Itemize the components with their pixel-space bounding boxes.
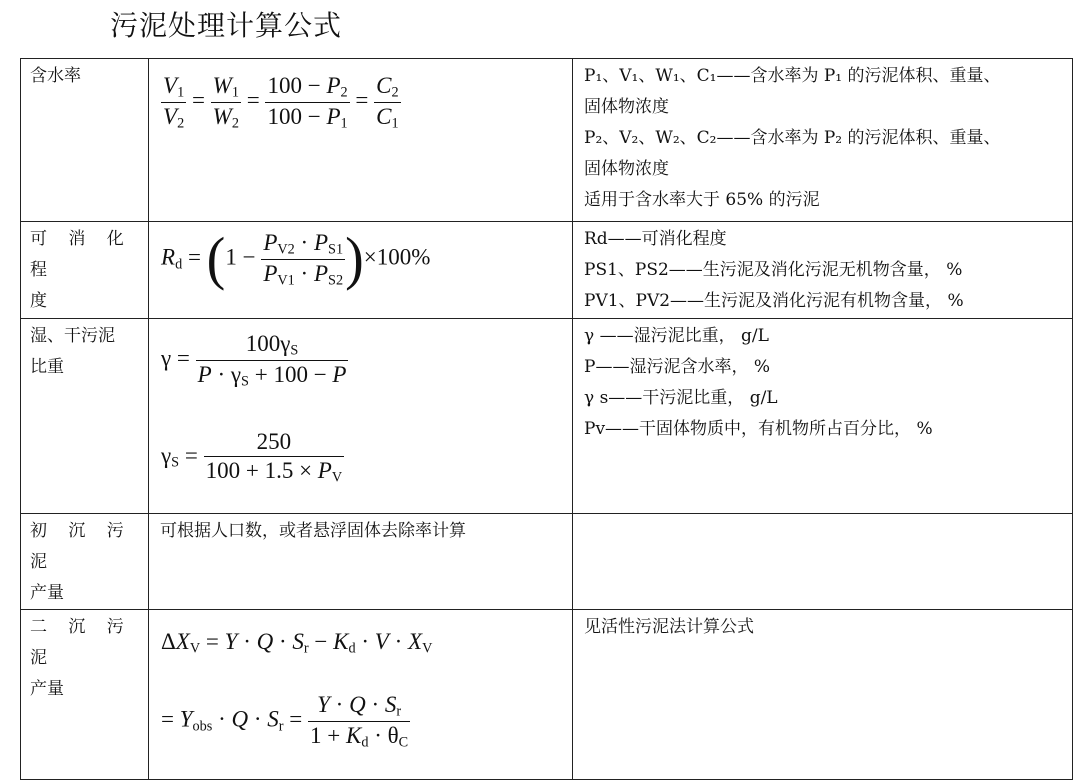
row-name <box>21 222 149 319</box>
desc-line: P₁、V₁、W₁、C₁——含水率为 P₁ 的污泥体积、重量、 <box>584 66 1001 86</box>
row-name-text: 比重 <box>30 357 64 377</box>
row-name <box>21 514 149 610</box>
desc-line: 见活性污泥法计算公式 <box>584 617 754 637</box>
description-cell <box>573 319 1073 514</box>
desc-line: P₂、V₂、W₂、C₂——含水率为 P₂ 的污泥体积、重量、 <box>584 128 1001 148</box>
row-name-text: 含水率 <box>30 66 81 86</box>
page-title: 污泥处理计算公式 <box>110 9 343 42</box>
table-row <box>21 59 1073 222</box>
formula-text: 可根据人口数，或者悬浮固体去除率计算 <box>160 521 466 541</box>
digestibility-formula: $R_d = (1$ − $\frac{P_{V2} \cdot P_{S1}}{P_{V1} \cdot P_{S2}}$ )×100% <box>161 226 431 293</box>
desc-line: P——湿污泥含水率， % <box>584 357 770 377</box>
secondary-sludge-formula: $\Delta X_V = Y \cdot Q \cdot S_r - K_d \cdot V \cdot X_V$ <box>161 629 433 657</box>
description-cell <box>573 514 1073 610</box>
desc-line: 适用于含水率大于 65% 的污泥 <box>584 190 820 210</box>
row-name-text: 初 沉 污 泥 <box>30 521 132 572</box>
table-row <box>21 319 1073 514</box>
row-name-text: 湿、干污泥 <box>30 326 115 346</box>
description-cell <box>573 610 1073 780</box>
desc-line: γ ——湿污泥比重， g/L <box>584 326 769 346</box>
desc-line: PV1、PV2——生污泥及消化污泥有机物含量， % <box>584 291 964 311</box>
desc-line: Pv——干固体物质中，有机物所占百分比， % <box>584 419 933 439</box>
secondary-sludge-formula-2: = $Y_{obs} \cdot Q \cdot S_r$ = $\frac{Y \cdot Q \cdot S_r}{1 + K_d \cdot \theta_C}$ <box>161 692 409 751</box>
row-name-text: 产量 <box>30 679 64 699</box>
desc-line: 固体物浓度 <box>584 159 669 179</box>
description-cell <box>573 59 1073 222</box>
formula-table <box>20 58 1073 780</box>
desc-line: PS1、PS2——生污泥及消化污泥无机物含量， % <box>584 260 963 280</box>
desc-line: Rd——可消化程度 <box>584 229 727 249</box>
moisture-formula: $\frac{V_1}{V_2}$ = $\frac{W_1}{W_2}$ = $\frac{100 - P_2}{100 - P_1}$ = $\frac{C_2}{C_1}$ <box>163 73 399 132</box>
desc-line: 固体物浓度 <box>584 97 669 117</box>
description-cell <box>573 222 1073 319</box>
row-name-text: 二 沉 污 泥 <box>30 617 132 668</box>
formula-cell <box>149 222 573 319</box>
table-row <box>21 514 1073 610</box>
row-name-text: 产量 <box>30 583 64 603</box>
formula-cell <box>149 610 573 780</box>
formula-cell <box>149 514 573 610</box>
formula-cell <box>149 59 573 222</box>
wet-specific-gravity-formula: γ = $\frac{100\gamma_S}{P \cdot \gamma_S + 100 - P}$ <box>161 331 347 390</box>
row-name-text: 可 消 化 程 <box>30 229 132 280</box>
table-row <box>21 610 1073 780</box>
table-row <box>21 222 1073 319</box>
row-name <box>21 59 149 222</box>
desc-line: γ s——干污泥比重， g/L <box>584 388 778 408</box>
row-name <box>21 319 149 514</box>
row-name-text: 度 <box>30 291 47 311</box>
row-name <box>21 610 149 780</box>
dry-specific-gravity-formula: $\gamma_S$ = $\frac{250}{100 + 1.5 \times P_V}$ <box>161 429 343 486</box>
formula-cell <box>149 319 573 514</box>
